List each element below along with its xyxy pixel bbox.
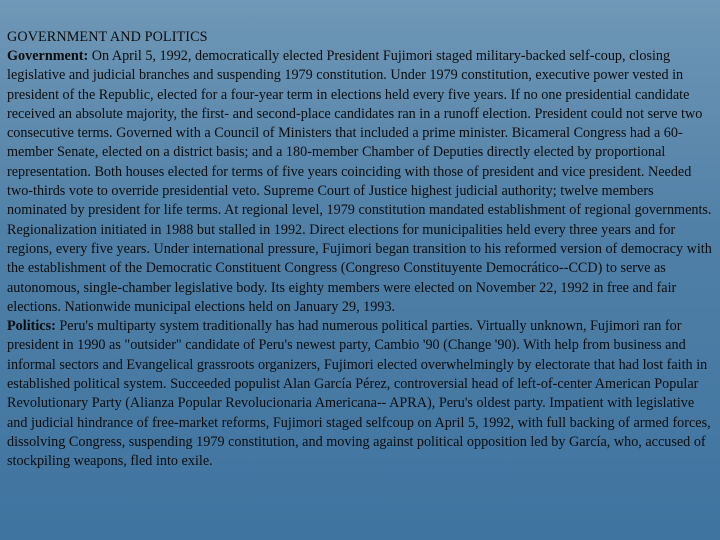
government-text: On April 5, 1992, democratically elected President Fujimori staged military-backed self-coup, closing legislative and judicial branches and suspending 1979 constitution. Under 1979 constitution, executive power vested in president of the Republic, elected for a four-year term in elections held every five years. If no one presidential candidate received an absolute majority, the first- and second-place candidates ran in a runoff election. President could not serve two consecutive terms. Governed with a Council of Ministers that included a prime minister. Bicameral Congress had a 60-member Senate, elected on a district basis; and a 180-member Chamber of Deputies directly elected by proportional representation. Both houses elected for terms of five years coinciding with those of president and vice president. Needed two-thirds vote to override presidential veto. Supreme Court of Justice highest judicial authority; twelve members nominated by president for life terms. At regional level, 1979 constitution mandated establishment of regional governments. Regionalization initiated in 1988 but stalled in 1992. Direct elections for municipalities held every three years and for regions, every five years. Under international pressure, Fujimori began transition to his reformed version of democracy with the establishment of the Democratic Constituent Congress (Congreso Constituyente Democrático--CCD) to serve as autonomous, single-chamber legislative body. Its eighty members were elected on November 22, 1992 in free and fair elections. Nationwide municipal elections held on January 29, 1993. [7, 48, 712, 315]
section-heading: GOVERNMENT AND POLITICS [7, 29, 208, 45]
politics-label: Politics: [7, 318, 56, 335]
politics-paragraph [7, 317, 712, 471]
government-label: Government: [7, 48, 89, 64]
politics-text: Peru's multiparty system traditionally has had numerous political parties. Virtually unknown, Fujimori ran for president in 1990 as "outsider" candidate of Peru's newest party, Cambio '90 (Change '90). With help from business and informal sectors and Evangelical grassroots organizers, Fujimori elected overwhelmingly by electorate that had lost faith in established political system. Succeeded populist Alan García Pérez, controversial head of left-of-center American Popular Revolutionary Party (Alianza Popular Revolucionaria Americana-- APRA), Peru's oldest party. Impatient with legislative and judicial hindrance of free-market reforms, Fujimori staged selfcoup on April 5, 1992, with full backing of armed forces, dissolving Congress, suspending 1979 constitution, and moving against political opposition led by García, who, accused of stockpiling weapons, fled into exile. [7, 318, 711, 470]
government-paragraph [7, 47, 712, 317]
